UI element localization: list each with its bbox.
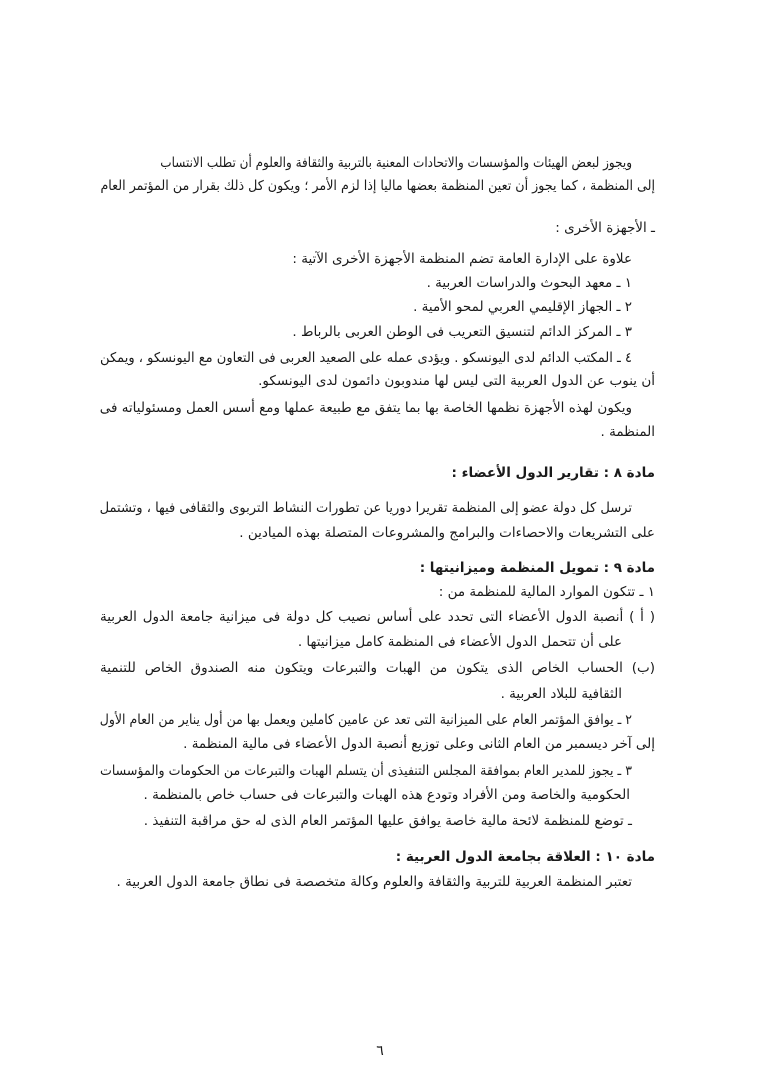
- list-item: ٤ ـ المكتب الدائم لدى اليونسكو . ويؤدى عمله على الصعيد العربى فى التعاون مع اليونسكو ، ويمكن: [100, 350, 632, 366]
- list-item: ٢ ـ الجهاز الإقليمي العربي لمحو الأمية .: [413, 299, 632, 315]
- article-9-heading: مادة ٩ : تمويل المنظمة وميزانيتها :: [419, 560, 655, 576]
- list-item: الثقافية للبلاد العربية .: [500, 686, 622, 702]
- list-item: ١ ـ تتكون الموارد المالية للمنظمة من :: [438, 584, 655, 600]
- paragraph-line: أن ينوب عن الدول العربية التى ليس لها مندوبون دائمون لدى اليونسكو.: [258, 373, 655, 389]
- paragraph-line: إلى المنظمة ، كما يجوز أن تعين المنظمة بعضها ماليا إذا لزم الأمر ؛ ويكون كل ذلك بقرار من المؤتمر العام: [100, 178, 655, 194]
- paragraph-line: ويجوز لبعض الهيئات والمؤسسات والاتحادات المعنية بالتربية والثقافة والعلوم أن تطلب الانتساب: [160, 155, 632, 171]
- list-item: ٣ ـ المركز الدائم لتنسيق التعريب فى الوطن العربى بالرباط .: [292, 324, 632, 340]
- paragraph-line: تعتبر المنظمة العربية للتربية والثقافة والعلوم وكالة متخصصة فى نطاق جامعة الدول العربية .: [116, 874, 632, 890]
- article-8-heading: مادة ٨ : تقارير الدول الأعضاء :: [451, 465, 655, 481]
- list-item: ٢ ـ يوافق المؤتمر العام على الميزانية التى تعد عن عامين كاملين ويعمل بها من أول يناير من العام الأول: [99, 712, 632, 728]
- paragraph-line: المنظمة .: [600, 424, 655, 440]
- list-item: ١ ـ معهد البحوث والدراسات العربية .: [426, 275, 632, 291]
- page-number: ٦: [376, 1043, 384, 1059]
- paragraph-line: الحكومية والخاصة ومن الأفراد وتودع هذه الهبات والتبرعات فى حساب خاص بالمنظمة .: [143, 787, 630, 803]
- paragraph-line: ويكون لهذه الأجهزة نظمها الخاصة بها بما يتفق مع طبيعة عملها ومع أسس العمل ومسئولياته فى: [99, 400, 633, 416]
- list-item: (ب) الحساب الخاص الذى يتكون من الهبات والتبرعات ويتكون منه الصندوق الخاص للتنمية: [100, 660, 655, 676]
- article-10-heading: مادة ١٠ : العلاقة بجامعة الدول العربية :: [395, 849, 655, 865]
- list-item: على أن تتحمل الدول الأعضاء فى المنظمة كامل ميزانيتها .: [297, 634, 622, 650]
- paragraph-line: علاوة على الإدارة العامة تضم المنظمة الأجهزة الأخرى الآتية :: [292, 251, 632, 267]
- section-heading: ـ الأجهزة الأخرى :: [555, 220, 655, 236]
- paragraph-line: على التشريعات والاحصاءات والبرامج والمشروعات المتصلة بهذه الميادين .: [239, 525, 655, 541]
- list-item: ( أ ) أنصبة الدول الأعضاء التى تحدد على أساس نصيب كل دولة فى ميزانية جامعة الدول العربية: [100, 609, 655, 625]
- paragraph-line: ترسل كل دولة عضو إلى المنظمة تقريرا دوريا عن تطورات النشاط التربوى والثقافى فيها ، وتشتمل: [99, 500, 633, 516]
- list-item: ٣ ـ يجوز للمدير العام بموافقة المجلس التنفيذى أن يتسلم الهبات والتبرعات من الحكومات والمؤسسات: [100, 763, 632, 779]
- list-item: ـ توضع للمنظمة لائحة مالية خاصة يوافق عليها المؤتمر العام الذى له حق مراقبة التنفيذ .: [143, 813, 632, 829]
- paragraph-line: إلى آخر ديسمبر من العام الثانى وعلى توزيع أنصبة الدول الأعضاء فى مالية المنظمة .: [183, 736, 655, 752]
